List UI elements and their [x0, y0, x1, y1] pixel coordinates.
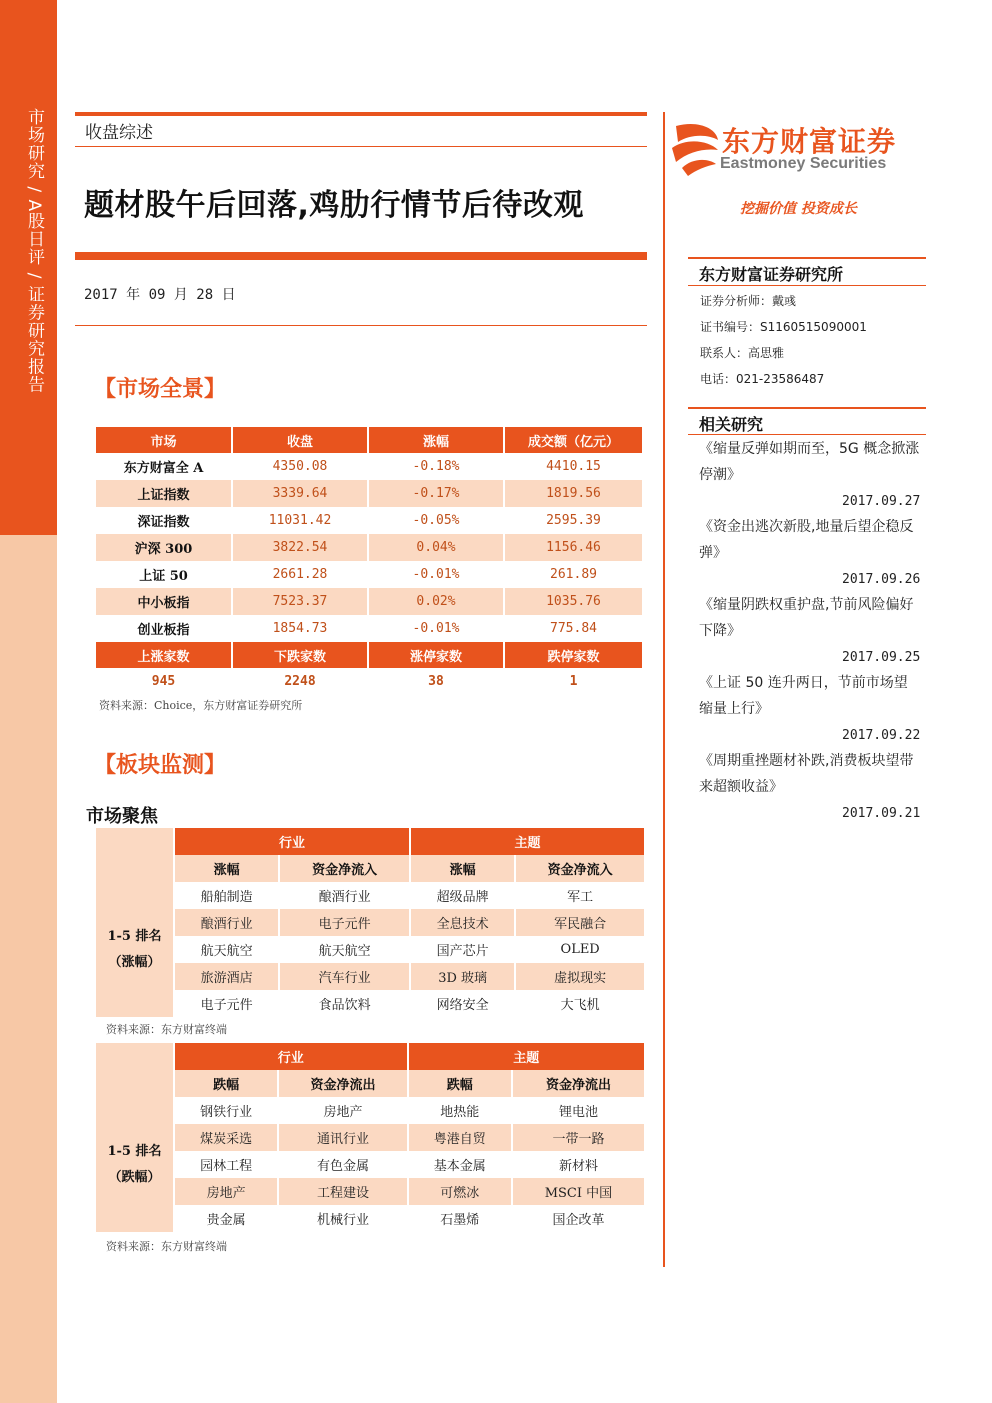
table-cell: 一带一路 [512, 1124, 644, 1151]
market-change: 0.02% [368, 588, 504, 615]
table-cell: 船舶制造 [174, 882, 279, 909]
count-header-limit-down: 跌停家数 [504, 642, 642, 668]
market-change: -0.01% [368, 615, 504, 642]
brand-slogan: 挖掘价值 投资成长 [740, 201, 857, 217]
table-cell: 汽车行业 [279, 963, 410, 990]
table-cell: 园林工程 [174, 1151, 278, 1178]
table-cell: 电子元件 [279, 909, 410, 936]
table-row [96, 1151, 644, 1178]
related-divider [688, 434, 926, 435]
table-cell: 锂电池 [558, 1105, 598, 1120]
table-row [96, 1205, 644, 1232]
table-row [96, 882, 644, 909]
table-cell: 虚拟现实 [515, 963, 644, 990]
losers-source-note: 资料来源：东方财富终端 [106, 1240, 227, 1253]
table-row [96, 1124, 644, 1151]
table-cell: 机械行业 [278, 1205, 407, 1232]
table-row [96, 588, 642, 615]
related-article-title[interactable]: 《上证 50 连升两日，节前市场望缩量上行》 [699, 675, 908, 717]
table-row [96, 615, 642, 642]
table-row [96, 963, 644, 990]
col-header: 资金净流出 [512, 1070, 644, 1097]
group-industry-header: 行业 [174, 828, 410, 855]
table-row [96, 990, 644, 1017]
market-name: 创业板指 [96, 615, 232, 642]
contact-person: 联系人：高思雅 [700, 346, 785, 360]
count-header-limit-up: 涨停家数 [368, 642, 504, 668]
report-headline: 题材股午后回落,鸡肋行情节后待改观 [84, 188, 584, 223]
market-turnover: 775.84 [550, 621, 597, 636]
related-article-date: 2017.09.21 [842, 806, 921, 821]
group-theme-header: 主题 [410, 828, 644, 855]
brand-name-en: Eastmoney Securities [720, 155, 887, 172]
headline-rule [75, 252, 647, 260]
table-cell: 煤炭采选 [174, 1124, 278, 1151]
table-cell: 食品饮料 [279, 990, 410, 1017]
corner-cell [96, 828, 174, 855]
table-cell: 网络安全 [410, 990, 515, 1017]
analyst-name: 证券分析师：戴彧 [700, 294, 797, 308]
col-header: 资金净流出 [278, 1070, 407, 1097]
market-name: 中小板指 [96, 588, 232, 615]
col-header: 涨幅 [410, 855, 515, 882]
count-limit-down: 1 [569, 674, 578, 689]
table-cell: 旅游酒店 [174, 963, 279, 990]
table-cell: 基本金属 [408, 1151, 512, 1178]
table-row [96, 534, 642, 561]
table-cell: 粤港自贸 [408, 1124, 512, 1151]
market-close: 7523.37 [232, 588, 368, 615]
related-article-date: 2017.09.26 [842, 572, 921, 587]
market-header-change: 涨幅 [368, 427, 504, 453]
col-header: 跌幅 [408, 1070, 512, 1097]
table-cell: 通讯行业 [278, 1124, 407, 1151]
count-limit-up: 38 [368, 668, 504, 695]
column-divider [663, 112, 665, 1267]
rank-label-line: （涨幅） [108, 954, 161, 970]
sector-section-title: 【板块监测】 [94, 752, 227, 778]
sidebar [0, 0, 57, 1403]
table-row [96, 1178, 644, 1205]
market-change: -0.17% [368, 480, 504, 507]
table-cell: 军民融合 [515, 909, 644, 936]
market-header-close: 收盘 [232, 427, 368, 453]
table-cell: 3D 玻璃 [410, 963, 515, 990]
market-name: 深证指数 [96, 507, 232, 534]
market-name: 沪深 300 [96, 534, 232, 561]
related-article-title[interactable]: 《缩量阴跌权重护盘,节前风险偏好下降》 [699, 597, 914, 639]
market-turnover: 4410.15 [546, 459, 601, 474]
table-cell: 国企改革 [552, 1213, 605, 1228]
corner-cell [96, 1070, 174, 1097]
group-theme-header: 主题 [408, 1043, 644, 1070]
table-cell: OLED [560, 942, 600, 957]
table-cell: 房地产 [278, 1097, 407, 1124]
market-header-turnover: 成交额（亿元） [504, 427, 642, 453]
related-top-rule [688, 407, 926, 409]
table-cell: 钢铁行业 [174, 1097, 278, 1124]
related-research-title: 相关研究 [699, 415, 764, 434]
report-date: 2017 年 09 月 28 日 [84, 287, 236, 303]
market-table [96, 427, 642, 695]
table-row [96, 507, 642, 534]
table-cell: 新材料 [558, 1159, 598, 1174]
group-industry-header: 行业 [174, 1043, 408, 1070]
sector-losers-table [96, 1043, 644, 1232]
count-up: 945 [96, 668, 232, 695]
table-cell: 石墨烯 [408, 1205, 512, 1232]
table-cell: 酿酒行业 [279, 882, 410, 909]
corner-cell [96, 855, 174, 882]
market-name: 上证 50 [96, 561, 232, 588]
market-close: 4350.08 [232, 453, 368, 480]
table-row [96, 936, 644, 963]
market-section-title: 【市场全景】 [94, 376, 227, 402]
certificate-number: 证书编号：S1160515090001 [700, 320, 867, 334]
table-row [96, 1097, 644, 1124]
market-turnover: 2595.39 [546, 513, 601, 528]
table-cell: 大飞机 [560, 998, 600, 1013]
rank-label [96, 1097, 174, 1232]
sector-gainers-table [96, 828, 644, 1017]
count-down: 2248 [232, 668, 368, 695]
table-cell: 有色金属 [278, 1151, 407, 1178]
market-close: 11031.42 [232, 507, 368, 534]
table-cell: MSCI 中国 [512, 1178, 644, 1205]
count-header-row [96, 642, 642, 668]
rank-label-line: 1-5 排名 [107, 1143, 162, 1159]
count-row [96, 668, 642, 695]
market-close: 3339.64 [232, 480, 368, 507]
market-turnover: 261.89 [550, 567, 597, 582]
col-header: 跌幅 [174, 1070, 278, 1097]
section-label: 收盘综述 [85, 123, 153, 143]
table-row [96, 909, 644, 936]
gainers-source-note: 资料来源：东方财富终端 [106, 1023, 227, 1036]
sidebar-category-text: 市场研究 / A股日评 / 证券研究报告 [24, 108, 44, 394]
count-header-up: 上涨家数 [96, 642, 232, 668]
market-focus-title: 市场聚焦 [86, 806, 158, 827]
market-name: 上证指数 [96, 480, 232, 507]
col-header: 资金净流入 [279, 855, 410, 882]
market-change: -0.01% [368, 561, 504, 588]
table-row [96, 480, 642, 507]
table-cell: 军工 [567, 890, 594, 905]
market-name: 东方财富全 A [96, 453, 232, 480]
col-header: 涨幅 [174, 855, 279, 882]
table-cell: 航天航空 [279, 936, 410, 963]
count-header-down: 下跌家数 [232, 642, 368, 668]
related-article-date: 2017.09.27 [842, 494, 921, 509]
corner-cell [96, 1043, 174, 1070]
table-row [96, 561, 642, 588]
table-cell: 国产芯片 [410, 936, 515, 963]
header-divider [75, 146, 647, 147]
market-change: -0.05% [368, 507, 504, 534]
table-cell: 电子元件 [174, 990, 279, 1017]
rank-label-line: （跌幅） [108, 1169, 161, 1185]
table-cell: 超级品牌 [410, 882, 515, 909]
date-divider [75, 325, 647, 326]
header-top-rule [75, 112, 647, 116]
related-article-date: 2017.09.22 [842, 728, 921, 743]
col-header: 资金净流入 [515, 855, 644, 882]
market-turnover: 1035.76 [504, 588, 642, 615]
rank-label [96, 882, 174, 1017]
market-turnover: 1156.46 [504, 534, 642, 561]
market-close: 2661.28 [232, 561, 368, 588]
table-cell: 可燃冰 [408, 1178, 512, 1205]
market-close: 1854.73 [232, 615, 368, 642]
institute-title: 东方财富证券研究所 [699, 265, 844, 284]
institute-top-rule [688, 257, 926, 259]
related-article-title[interactable]: 《资金出逃次新股,地量后望企稳反弹》 [699, 519, 914, 561]
market-close: 3822.54 [232, 534, 368, 561]
table-cell: 全息技术 [410, 909, 515, 936]
rank-label-line: 1-5 排名 [107, 928, 162, 944]
market-change: 0.04% [368, 534, 504, 561]
table-row [96, 453, 642, 480]
related-article-title[interactable]: 《缩量反弹如期而至，5G 概念掀涨停潮》 [699, 441, 920, 483]
related-article-title[interactable]: 《周期重挫题材补跌,消费板块望带来超额收益》 [699, 753, 914, 795]
brand-name-cn: 东方财富证券 [722, 125, 897, 158]
market-change: -0.18% [368, 453, 504, 480]
market-source-note: 资料来源：Choice，东方财富证券研究所 [99, 699, 303, 712]
table-cell: 酿酒行业 [174, 909, 279, 936]
phone-number: 电话：021-23586487 [700, 372, 825, 386]
related-article-date: 2017.09.25 [842, 650, 921, 665]
table-cell: 房地产 [174, 1178, 278, 1205]
market-turnover: 1819.56 [504, 480, 642, 507]
table-cell: 地热能 [408, 1097, 512, 1124]
table-cell: 航天航空 [174, 936, 279, 963]
market-header-market: 市场 [96, 427, 232, 453]
institute-divider [688, 285, 926, 286]
table-cell: 工程建设 [278, 1178, 407, 1205]
table-cell: 贵金属 [174, 1205, 278, 1232]
